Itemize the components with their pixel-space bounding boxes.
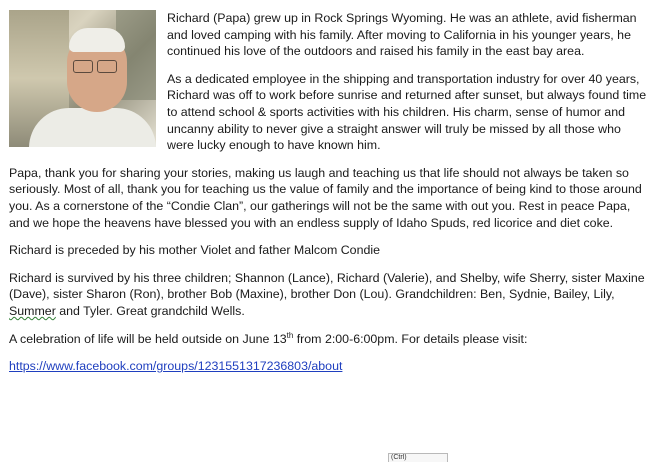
obituary-document [9,0,649,386]
paragraph-survived [9,270,649,320]
paragraph-celebration [9,331,649,348]
paragraph-early-life: Richard (Papa) grew up in Rock Springs Wyoming. He was an athlete, avid fisherman and loved camping with his family. After moving to California in his younger years, he continued his love of the outdoors and raised his family in the east bay area. [167,11,637,59]
portrait-photo [9,10,156,147]
date-suffix: th [286,330,294,340]
survived-text-start: Richard is survived by his three children; Shannon (Lance), Richard (Valerie), and Shelby, wife Sherry, sister Maxine (Dave), sister Sharon (Ron), brother Bob (Maxine), brother Don (Lou). Grandchildren: Ben, Sydnie, Bailey, Lily, [9,270,645,302]
facebook-group-link[interactable]: https://www.facebook.com/groups/1231551317236803/about [9,359,343,374]
celebration-text-start: A celebration of life will be held outside on June 13 [9,331,287,346]
paragraph-career: As a dedicated employee in the shipping and transportation industry for over 40 years, Richard was off to work before sunrise and returned after sunset, but always found time to attend school & sports activities with his children. His charm, sense of humor and uncanny ability to never give a straight answer will truly be missed by all those who were lucky enough to have known him. [167,71,647,153]
paste-options-button[interactable]: (Ctrl) [388,453,448,462]
spellcheck-flagged-word[interactable]: Summer [9,303,56,318]
survived-text-end: and Tyler. Great grandchild Wells. [55,303,245,318]
paragraph-tribute: Papa, thank you for sharing your stories, making us laugh and teaching us that life should not always be taken so seriously. Most of all, thank you for teaching us the value of family and the importance of being kind to those around you. As a cornerstone of the “Condie Clan”, our gatherings will not be the same with out you. Rest in peace Papa, and we hope the heavens have blessed you with an endless supply of Idaho Spuds, red licorice and diet coke. [9,165,642,230]
celebration-text-end: from 2:00-6:00pm. For details please visit: [293,331,528,346]
paragraph-preceded: Richard is preceded by his mother Violet and father Malcom Condie [9,243,380,258]
